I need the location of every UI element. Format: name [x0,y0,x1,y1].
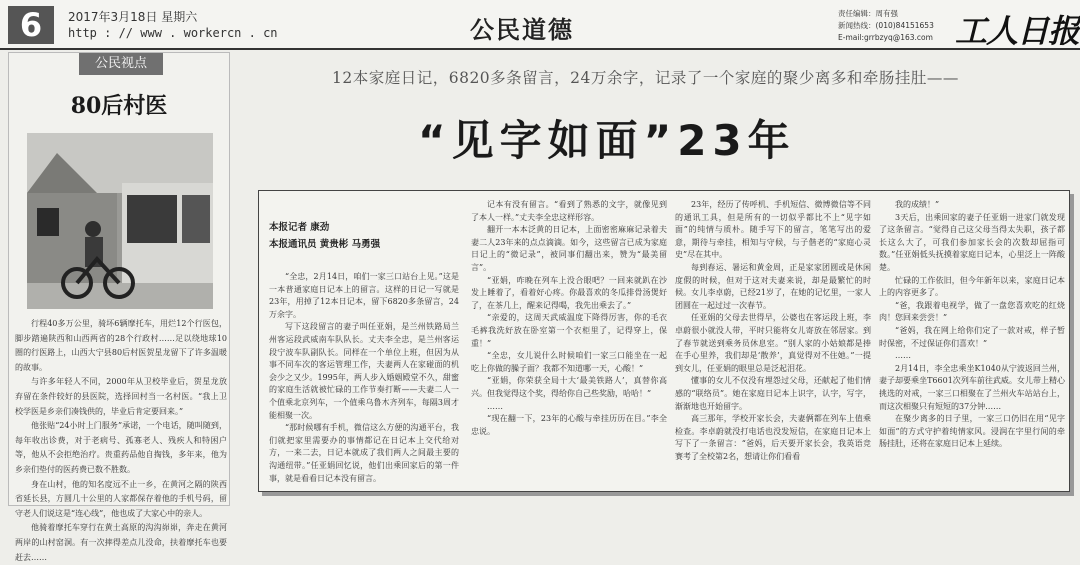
page-header [0,0,1080,50]
left-article-body [15,317,227,565]
paragraph: 忙碌的工作依旧，但今年新年以来，家庭日记本上的内容更多了。 [879,275,1065,298]
village-doctor-photo [27,133,213,309]
paragraph: …… [895,351,911,361]
paragraph: 行程40多万公里，骑坏6辆摩托车，用烂12个行医包，脚步踏遍陕西和山西两省的28个行政村……足以绕地球10圈的行医路上，山西大宁县80后村医贺星龙留下了许多温暖的故事。 [15,319,227,372]
article-column-1 [269,271,459,485]
paragraph: 高三那年，学校开家长会，夫妻俩都在列车上值乘检查。李卓蔚就没打电话也没发短信，在家庭日记本上写下了一条留言：“爸妈，后天要开家长会，我英语竞赛考了全校第2名，想请让你们看看 [675,414,871,461]
paragraph: “亲爱的，这周天武威温度下降得厉害，你的毛衣毛裤我洗好放在卧室第一个衣柜里了，记得穿上，保重！” [471,313,667,348]
paragraph: “那时候哪有手机，微信这么方便的沟通平台，我们就把家里需要办的事情都记在日记本上交代给对方，一来二去，日记本就成了我们两人之间最主要的沟通纽带。”任亚娟回忆说，他们出乘回家后的第一件事，就是看看日记本没有留言。 [269,423,459,483]
paragraph: “爸妈，我在网上给你们定了一款对戒，样子暂时保密，不过保证你们喜欢！” [879,325,1065,348]
paragraph: “爸，我跟着电视学，做了一盘您喜欢吃的红烧肉！您回来尝尝！” [879,300,1065,323]
paragraph: 23年，经历了传呼机、手机短信、微博微信等不同的通讯工具，但是所有的一切似乎都比不上“见字如面”的纯情与质朴。随手写下的留言，笔笔写出的爱意，期待与牵挂，相知与守候，与子偕老的“家庭心灵史”尽在其中。 [675,200,871,260]
section-badge: 公民视点 [79,53,163,75]
newspaper-logo: 工人日报 [955,12,1080,50]
paragraph: “亚娟，咋晚在列车上没合眼吧？一回来就趴在沙发上睡着了，看着好心疼。你最喜欢的冬瓜排骨汤煲好了，在茶几上，醒来记得喝，我先出乘去了。” [471,275,667,310]
kicker-subtitle: 12本家庭日记，6820多条留言，24万余字，记录了一个家庭的聚少离多和牵肠挂肚—— [332,69,959,87]
paragraph: 任亚娟的父母去世得早，公婆也在客运段上班，李卓蔚很小就没人带，平时只能将女儿寄放在邻居家。到了春节就送到乘务员休息室。“别人家的小姑娘都是捧在手心里养，我们却是‘散养’，真觉得对不住她。”一提到女儿，任亚娟的眼里总是泛起泪花。 [675,313,871,373]
article-column-3 [675,199,871,463]
paragraph: 懂事的女儿不仅没有埋怨过父母，还献起了他们情感的“联络员”。她在家庭日记本上识字，认字，写字，渐渐地也开始留字。 [675,376,871,411]
paragraph: 写下这段留言的妻子叫任亚娟，是兰州铁路局兰州客运段武威南车队队长。丈夫李全忠，是兰州客运段宁波车队副队长。同样在一个单位上班，但因为从事不同车次的客运管理工作，夫妻两人在家碰面的机会少之又少。1995年，两人步入婚姻殿堂不久，甜蜜的家庭生活就被忙碌的工作节奏打断——夫妻二人一个值乘北京列车，一个值乘乌鲁木齐列车，每隔3周才能相聚一次。 [269,322,459,420]
paragraph: 记本有没有留言。“看到了熟悉的文字，就像见到了本人一样。”丈夫李全忠这样形容。 [471,200,667,222]
headline: “见字如面”23年 [418,116,796,165]
paragraph: 他骑着摩托车穿行在黄土高原的沟沟峁峁，奔走在黄河两岸的山村窑洞。有一次摔得差点儿没命，扶着摩托车也要赶去…… [15,523,227,562]
paragraph: “现在翻一下，23年的心酸与牵挂历历在目。”李全忠说。 [471,414,667,436]
main-feature [248,52,1076,506]
paragraph: 他张贴“24小时上门服务”承诺，一个电话，随叫随到，每年收出诊费，对于老病号、孤寡老人、残疾人和特困户等，他从不会拒绝治疗。贵重药品他自掏钱，多年来，他为乡亲们垫付的医药费已数不胜数。 [15,421,227,474]
paragraph: “全忠，女儿说什么时候咱们一家三口能坐在一起吃上你做的臊子面？我都不知道哪一天，心酸！” [471,351,667,373]
article-column-2 [471,199,667,438]
site-url[interactable]: http : // www . workercn . cn [68,26,278,40]
article-column-4 [879,199,1065,451]
left-column [8,52,230,562]
left-article-title: 80后村医 [70,93,168,119]
byline-reporter: 本报记者 康劲 [269,222,330,233]
section-title: 公民道德 [470,16,574,44]
paragraph: 与许多年轻人不同，2000年从卫校毕业后，贺星龙放弃留在条件较好的县医院，选择回村当一名村医。“我上卫校学医是乡亲们凑钱供的，毕业后肯定要回来。” [15,377,227,416]
paragraph: 每到春运、暑运和黄金周，正是家家团圆或是休闲度假的时候，但对于这对夫妻来说，却是最繁忙的时候。女儿李卓蔚，已经21岁了，在她的记忆里，一家人团圆在一起过过一次春节。 [675,262,871,310]
editor-info [838,8,934,44]
paragraph: 翻开一本本泛黄的日记本，上面密密麻麻记录着夫妻二人23年来的点点滴滴。如今，这些留言已成为家庭日记上的“微记录”，被同事们翻出来，赞为“最美留言”。 [471,225,667,272]
paragraph: …… [487,401,503,411]
hotline-line: 新闻热线：(010)84151653 [838,21,934,30]
paragraph: 在聚少离多的日子里，一家三口仍旧在用“见字如面”的方式守护着纯情家风。浸润在字里行间的牵肠挂肚，还将在家庭日记本上延续。 [879,414,1065,449]
email-line[interactable]: E-mail:grrbzyq@163.com [838,33,933,42]
page-number: 6 [8,6,54,44]
paragraph: 身在山村，他的知名度远不止一乡，在黄河之隔的陕西省延长县，方圆几十公里的人家都保存着他的手机号码，留守老人们说这是“连心线”，他也成了大家心中的亲人。 [15,479,227,518]
paragraph: 2月14日，李全忠乘坐K1040从宁波返回兰州，妻子却要乘坐T6601次列车前往武威。女儿带上精心挑选的对戒，一家三口相聚在了兰州火车站站台上，而这次相聚只有短短的37分钟…… [879,363,1065,411]
byline-correspondents: 本报通讯员 黄贵彬 马勇强 [269,239,381,250]
byline [269,219,459,253]
article-box [258,190,1070,492]
paragraph: 我的成绩！” [895,200,940,209]
editor-line: 责任编辑：周有强 [838,9,898,18]
paragraph: “亚娟，你荣获全局十大‘最美铁路人’，真替你高兴。但我觉得这个奖，得给你自己些奖励，哈哈！” [471,376,667,398]
issue-date: 2017年3月18日 星期六 [68,10,198,24]
paragraph: “全忠，2月14日，咱们一家三口站台上见。”这是一本普通家庭日记本上的留言。这样的日记一写就是23年，用掉了12本日记本，留下6820多条留言，24万余字。 [269,272,459,319]
paragraph: 3天后，出乘回家的妻子任亚娟一进家门就发现了这条留言。“觉得自己这父母当得太失职，孩子都长这么大了，可我们参加家长会的次数却屈指可数。”任亚娟低头抚摸着家庭日记本，心里泛上一阵酸楚。 [879,212,1065,272]
